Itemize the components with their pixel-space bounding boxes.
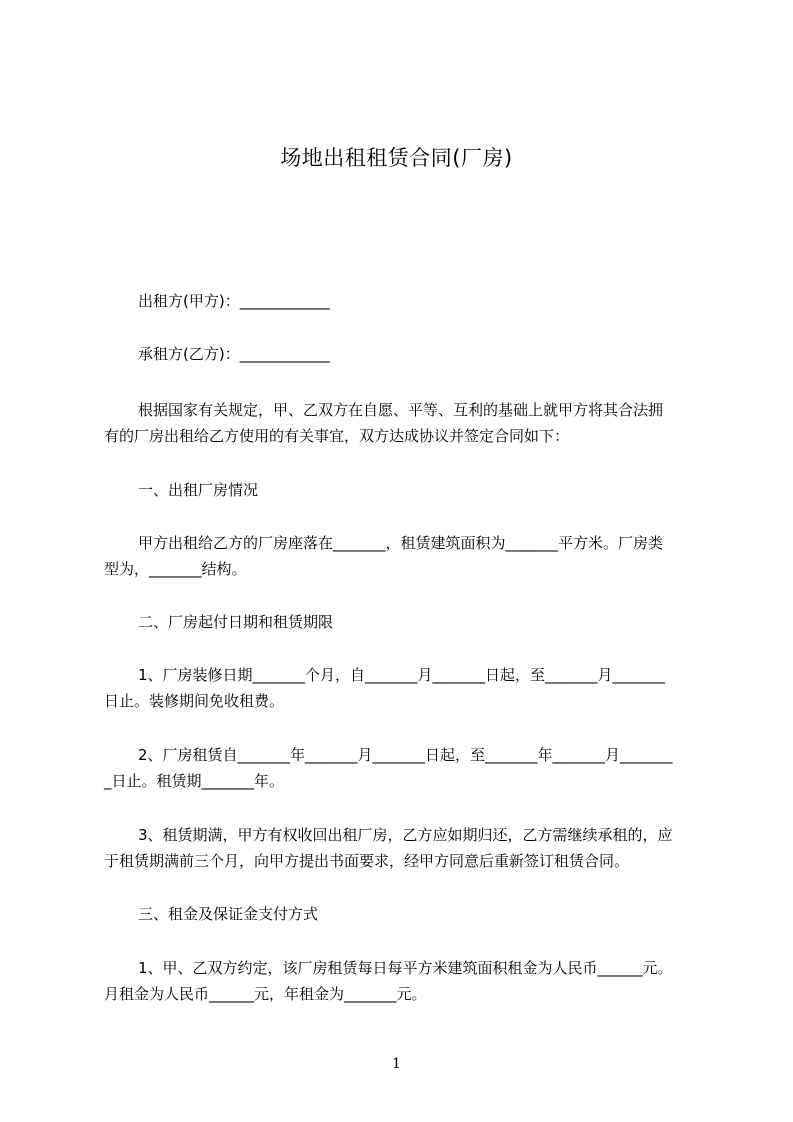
section-1-paragraph-line-1: 甲方出租给乙方的厂房座落在_______，租赁建筑面积为_______平方米。厂房类	[138, 534, 664, 552]
section-2-item-3-line-2: 于租赁期满前三个月，向甲方提出书面要求，经甲方同意后重新签订租赁合同。	[104, 852, 630, 870]
lessor-line: 出租方(甲方)：____________	[138, 292, 330, 310]
section-2-item-3-line-1: 3、租赁期满，甲方有权收回出租厂房，乙方应如期归还，乙方需继续承租的，应	[138, 826, 673, 844]
section-3-heading: 三、租金及保证金支付方式	[138, 905, 319, 923]
section-2-item-2-line-1: 2、厂房租赁自_______年_______月_______日起，至_______年_______月_______	[138, 746, 673, 764]
lessee-line: 承租方(乙方)：____________	[138, 345, 330, 363]
section-1-heading: 一、出租厂房情况	[138, 481, 259, 499]
section-3-item-1-line-1: 1、甲、乙双方约定，该厂房租赁每日每平方米建筑面积租金为人民币______元。	[138, 959, 673, 977]
section-2-heading: 二、厂房起付日期和租赁期限	[138, 613, 334, 631]
section-2-item-1-line-2: 日止。装修期间免收租费。	[104, 692, 285, 710]
section-3-item-1-line-2: 月租金为人民币______元，年租金为_______元。	[104, 985, 427, 1003]
document-title: 场地出租租赁合同(厂房)	[280, 146, 513, 170]
section-1-paragraph-line-2: 型为，_______结构。	[104, 560, 247, 578]
page-number: 1	[392, 1056, 401, 1072]
intro-paragraph-line-2: 有的厂房出租给乙方使用的有关事宜，双方达成协议并签定合同如下：	[104, 427, 570, 445]
section-2-item-2-line-2: _日止。租赁期_______年。	[104, 772, 285, 790]
intro-paragraph-line-1: 根据国家有关规定，甲、乙双方在自愿、平等、互利的基础上就甲方将其合法拥	[138, 401, 664, 419]
section-2-item-1-line-1: 1、厂房装修日期_______个月，自_______月_______日起，至_______月_______	[138, 666, 666, 684]
